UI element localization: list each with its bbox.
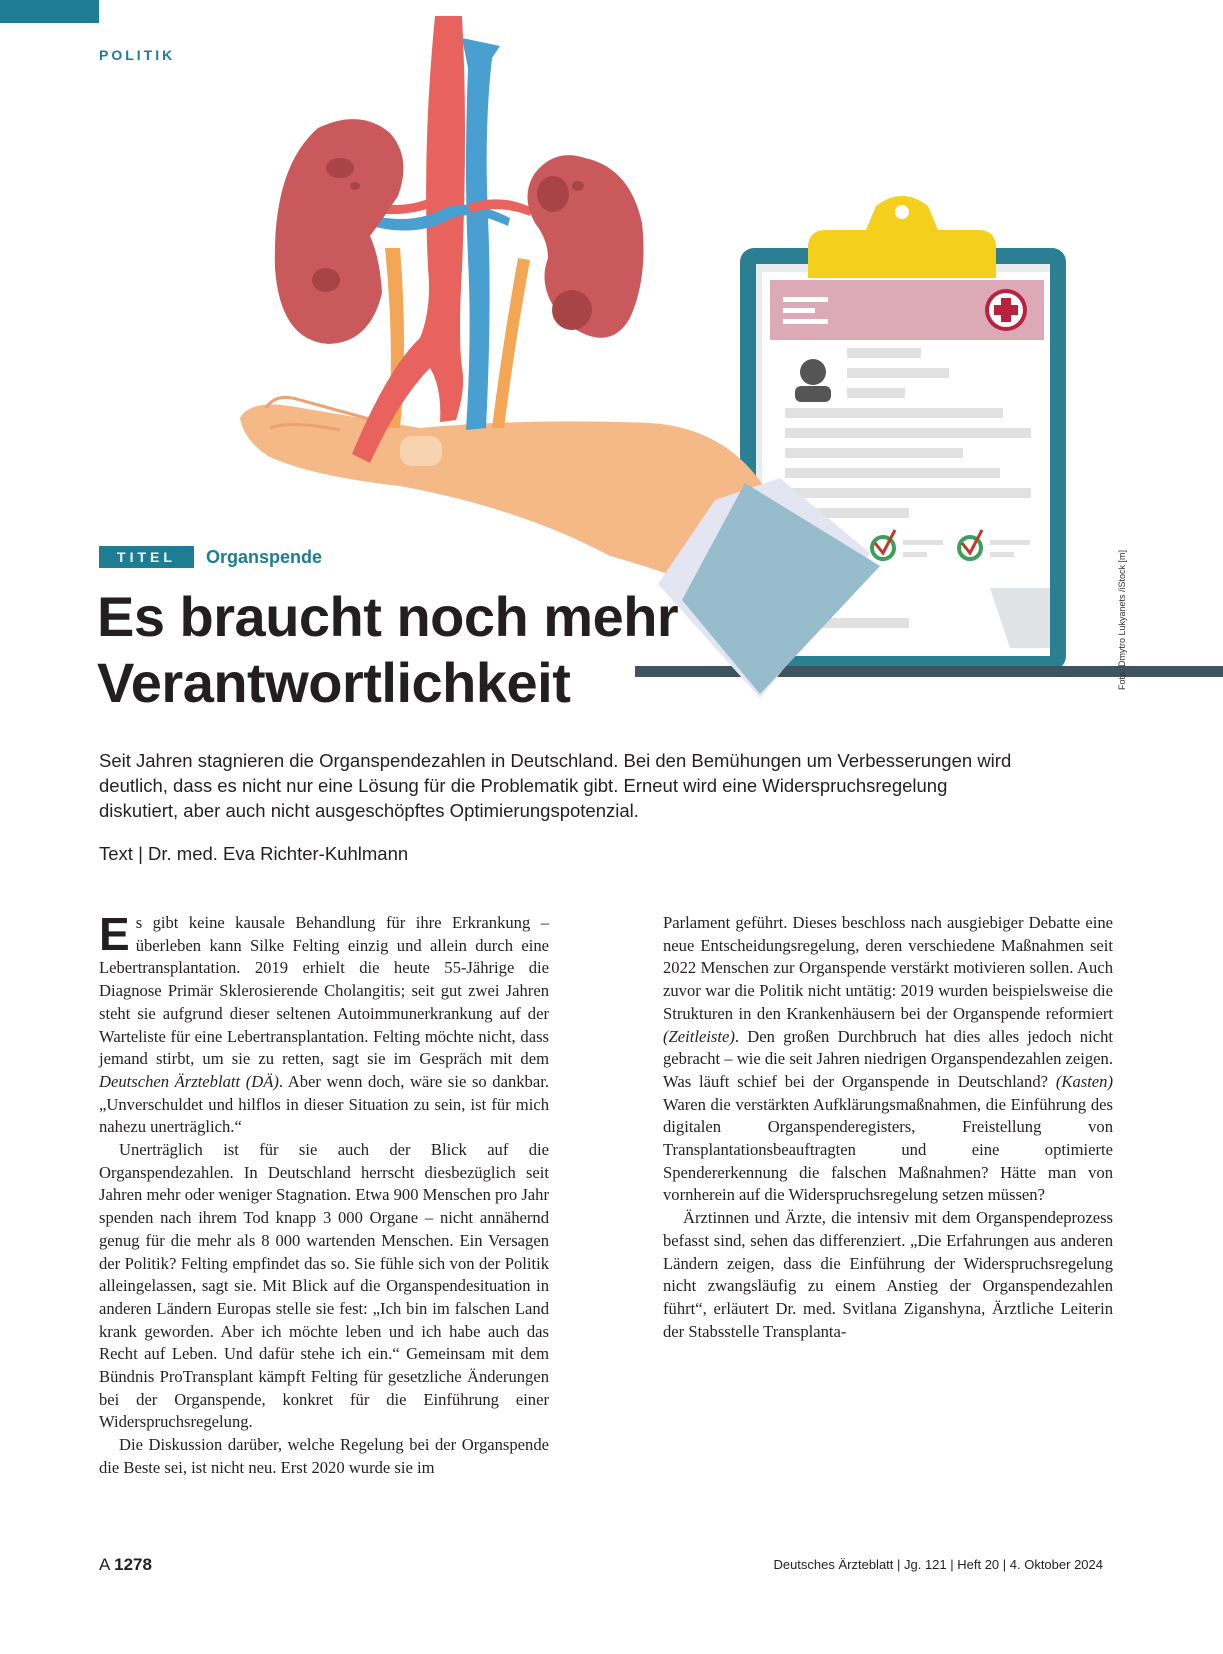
journal-info: Deutsches Ärzteblatt | Jg. 121 | Heft 20 | 4. Oktober 2024 <box>773 1557 1103 1572</box>
body-text: Parlament geführt. Dieses beschloss nach ausgiebiger Debatte eine neue Entscheidungsregelung, deren verschiedene Maßnahmen seit 2022 Menschen zur Organspende verstärkt motivieren sollen. Auch zuvor war die Politik nicht untätig: 2019 wurden beispielsweise die Strukturen in den Krankenhäusern bei der Organspende reformiert <box>663 913 1113 1023</box>
body-column-right <box>663 912 1113 1343</box>
body-paragraph <box>663 912 1113 1207</box>
headline <box>97 584 678 716</box>
teaser: Seit Jahren stagnieren die Organspendezahlen in Deutschland. Bei den Bemühungen um Verbesserungen wird deutlich, dass es nicht nur eine Lösung für die Problematik gibt. Erneut wird eine Widerspruchsregelung diskutiert, aber auch nicht ausgeschöpftes Optimierungspotenzial. <box>99 750 1012 821</box>
page-number <box>99 1555 152 1575</box>
page-number-value: 1278 <box>114 1555 152 1574</box>
kidney-illustration <box>275 16 644 463</box>
body-paragraph: Ärztinnen und Ärzte, die intensiv mit dem Organspendeprozess befasst sind, sehen das differenziert. „Die Erfahrungen aus anderen Ländern zeigen, dass die Einführung der Widerspruchsregelung nicht zwangsläufig zu einem Anstieg der Organspendezahlen führt“, erläutert Dr. med. Svitlana Ziganshyna, Ärztliche Leiterin der Stabsstelle Transplanta- <box>663 1208 1113 1341</box>
dropcap: E <box>99 908 130 960</box>
headline-line-2: Verantwortlichkeit <box>97 651 571 714</box>
corner-accent-bar <box>0 0 99 23</box>
section-label: POLITIK <box>99 47 176 63</box>
kicker <box>99 546 322 568</box>
body-emphasis: (Zeitleiste) <box>663 1026 735 1046</box>
headline-line-1: Es braucht noch mehr <box>97 585 679 648</box>
body-emphasis: Deutschen Ärzteblatt (DÄ) <box>99 1071 279 1091</box>
body-paragraph: Die Diskussion darüber, welche Regelung bei der Organspende die Beste sei, ist nicht neu. Erst 2020 wurde sie im <box>99 1435 549 1477</box>
body-text: . Aber wenn doch, wäre sie so dankbar. „Unverschuldet und hilflos in dieser Situation zu sein, ist für mich nahezu unerträglich.“ <box>99 1071 549 1137</box>
byline: Text | Dr. med. Eva Richter-Kuhlmann <box>99 843 409 864</box>
body-text: s gibt keine kausale Behandlung für ihre Erkrankung – überleben kann Silke Felting einzig und allein durch eine Lebertransplantation. 2019 erhielt die heute 55-Jährige die Diagnose Primär Sklerosierende Cholangitis; seit gut zwei Jahren steht sie aufgrund dieser seltenen Autoimmunerkrankung auf der Warteliste für eine Lebertransplantation. Felting möchte nicht, dass jemand stirbt, um sie zu retten, sagt sie im Gespräch mit dem <box>99 913 549 1069</box>
body-paragraph: Unerträglich ist für sie auch der Blick auf die Organspendezahlen. In Deutschland herrscht diesbezüglich seit Jahren mehr oder weniger Stagnation. Etwa 900 Menschen pro Jahr spenden nach ihrem Tod knapp 3 000 Organe – nicht annähernd genug für die mehr als 8 000 wartenden Menschen. Ein Versagen der Politik? Felting empfindet das so. Sie fühle sich von der Politik alleingelassen, sagt sie. Mit Blick auf die Organspendesituation in anderen Ländern Europas stelle sie fest: „Ich bin im falschen Land krank geworden. Aber ich möchte leben und ich habe auch das Recht auf Leben. Und dafür stehe ich ein.“ Gemeinsam mit dem Bündnis ProTransplant kämpft Felting für gesetzliche Änderungen bei der Organspende, konkret für die Einführung einer Widerspruchsregelung. <box>99 1140 549 1432</box>
kicker-tag: TITEL <box>99 546 194 568</box>
page-prefix: A <box>99 1555 115 1574</box>
body-column-left <box>99 908 549 1480</box>
photo-credit: Foto: Dmytro Lukyanets /iStock [m] <box>1117 549 1127 690</box>
body-paragraph <box>99 908 549 1139</box>
body-text: Waren die verstärkten Aufklärungsmaßnahmen, die Einführung des digitalen Organspenderegisters, Freistellung von Transplantationsbeauftragten und eine optimierte Spendererkennung die falschen Maßnahmen? Hätte man von vornherein auf die Widerspruchsregelung setzen müssen? <box>663 1094 1113 1205</box>
body-text: . Den großen Durchbruch hat dies alles jedoch nicht gebracht – wie die seit Jahren niedrigen Organspendezahlen zeigen. Was läuft schief bei der Organspende in Deutschland? <box>663 1026 1113 1091</box>
body-emphasis: (Kasten) <box>1055 1071 1113 1091</box>
kicker-topic: Organspende <box>206 546 323 567</box>
